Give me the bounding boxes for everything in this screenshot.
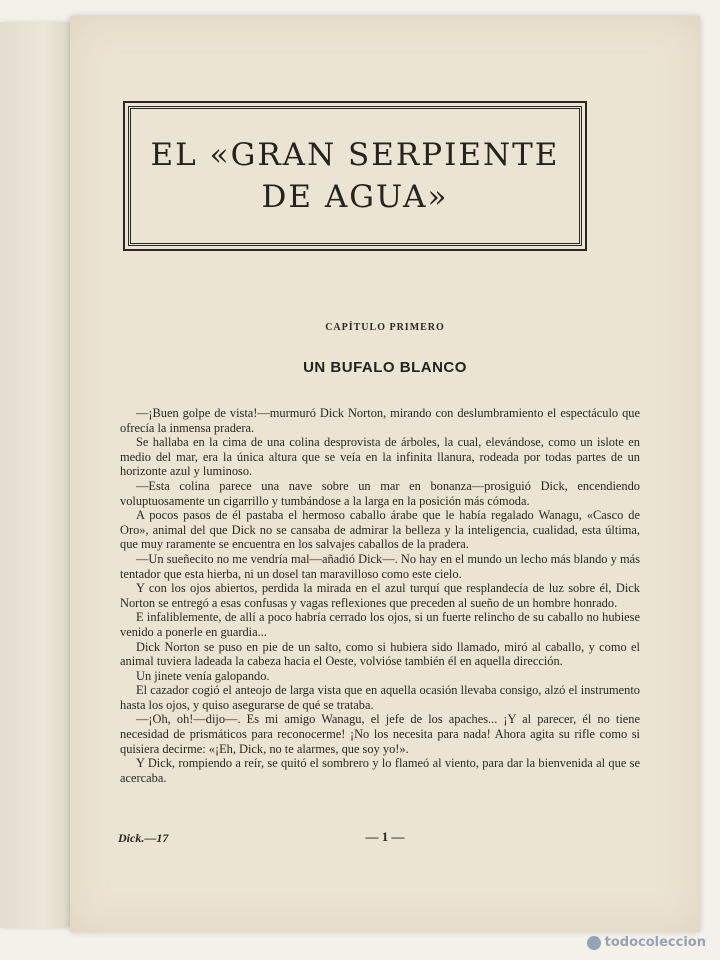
paragraph: Un jinete venía galopando.: [136, 668, 270, 683]
paragraph: E infaliblemente, de allí a poco habría cerrado los ojos, si un fuerte relincho de su caballo no hubiese venido a ponerle en guardia...: [120, 610, 640, 639]
title-line-1: EL «GRAN SERPIENTE: [150, 137, 560, 173]
paragraph: Y con los ojos abiertos, perdida la mirada en el azul turquí que resplandecía de luz sobre él, Dick Norton se entregó a esas confusas y vagas reflexiones que preceden al sueño de un hombre honrado.: [120, 581, 640, 610]
watermark: [587, 935, 706, 950]
book-page: [70, 16, 700, 932]
title-line-2: DE AGUA»: [261, 179, 449, 215]
paragraph: —¡Buen golpe de vista!—murmuró Dick Norton, mirando con deslumbramiento el espectáculo que ofrecía la inmensa pradera.: [120, 406, 640, 435]
previous-page-edge: [0, 22, 72, 928]
paragraph: Dick Norton se puso en pie de un salto, como si hubiera sido llamado, miró al caballo, y como el animal tuviera ladeada la cabeza hacia el Oeste, volvióse también él en aquella dirección.: [120, 639, 640, 669]
body-text: [120, 406, 640, 785]
chapter-label: CAPÍTULO PRIMERO: [325, 322, 445, 333]
title-frame-inner: [128, 106, 582, 246]
paragraph: Se hallaba en la cima de una colina desprovista de árboles, la cual, elevándose, como un islote en medio del mar, era la única altura que se veía en la infinita llanura, rodeada por todas partes de un horizonte azul y luminoso.: [120, 435, 640, 479]
paragraph: —Un sueñecito no me vendría mal—añadió Dick—. No hay en el mundo un lecho más blando y más tentador que esta hierba, ni un dosel tan maravilloso como este cielo.: [120, 551, 640, 581]
footer-issue-label: Dick.—17: [118, 831, 169, 845]
paragraph: —Esta colina parece una nave sobre un mar en bonanza—prosiguió Dick, encendiendo voluptuosamente un cigarrillo y tumbándose a la larga en la posición más cómoda.: [120, 478, 640, 508]
page-number: — 1 —: [365, 829, 405, 844]
paragraph: —¡Oh, oh!—dijo—. Es mi amigo Wanagu, el jefe de los apaches... ¡Y al parecer, él no tiene necesidad de prismáticos para reconocerme! ¡No los necesita para nada! Ahora agita su rifle como si quisiera decirme: «¡Eh, Dick, no te alarmes, que soy yo!».: [120, 712, 640, 756]
title-frame: [123, 101, 587, 251]
paragraph: El cazador cogió el anteojo de larga vista que en aquella ocasión llevaba consigo, alzó el instrumento hasta los ojos, y quiso asegurarse de qué se trataba.: [120, 683, 640, 712]
watermark-logo-icon: [587, 936, 601, 950]
paragraph: Y Dick, rompiendo a reír, se quitó el sombrero y lo flameó al viento, para dar la bienvenida al que se acercaba.: [120, 756, 640, 785]
watermark-text: todocoleccion: [604, 935, 706, 950]
chapter-title: UN BUFALO BLANCO: [303, 359, 467, 376]
paragraph: A pocos pasos de él pastaba el hermoso caballo árabe que le había regalado Wanagu, «Casco de Oro», animal del que Dick no se cansaba de admirar la belleza y la inteligencia, cualidad, esta última, que muy raramente se encuentra en los salvajes caballos de la pradera.: [120, 508, 640, 552]
